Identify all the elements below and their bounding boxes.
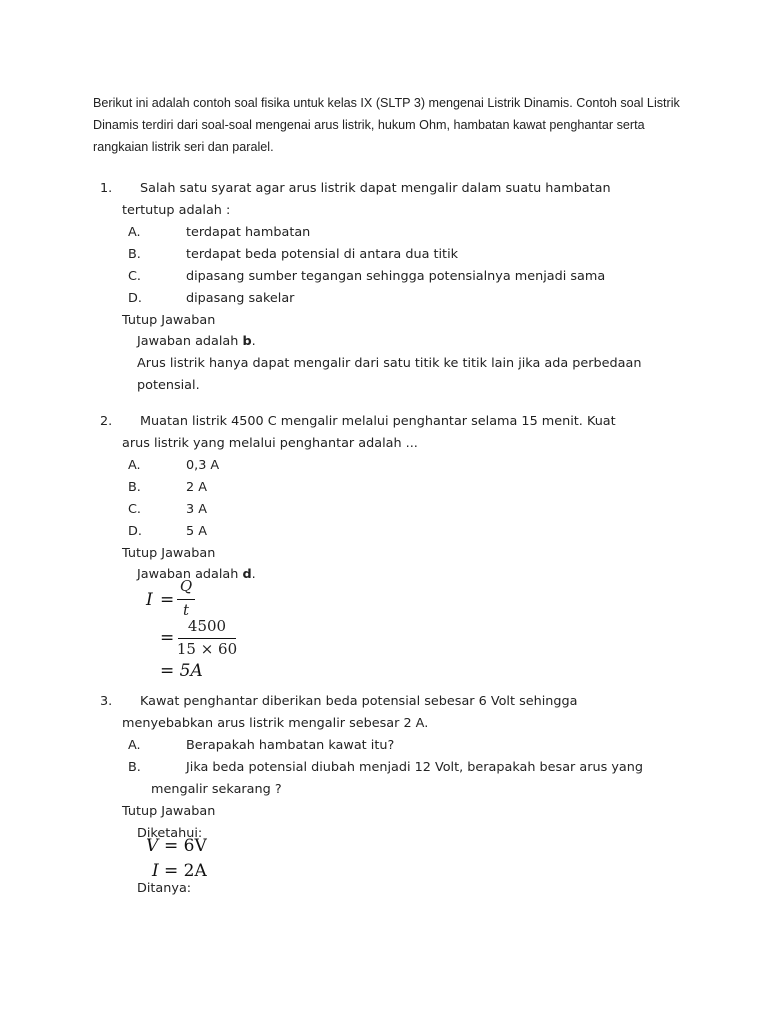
question-stem: Salah satu syarat agar arus listrik dapat mengalir dalam suatu hambatan: [140, 181, 611, 196]
answer-line: Jawaban adalah d.: [137, 567, 256, 582]
option-letter: B.: [128, 480, 141, 495]
option-text: dipasang sakelar: [186, 291, 295, 306]
asked-label: Ditanya:: [137, 881, 192, 896]
explanation: Arus listrik hanya dapat mengalir dari satu titik ke titik lain jika ada perbedaan: [137, 356, 642, 371]
formula-equals: =: [160, 590, 175, 610]
formula-equals: =: [160, 628, 175, 648]
intro-paragraph: Berikut ini adalah contoh soal fisika untuk kelas IX (SLTP 3) mengenai Listrik Dinamis. Contoh soal Listrik Dinamis terdiri dari soal-soal mengenai arus listrik, hukum Ohm, hambatan kawat penghantar serta rangkaian listrik seri dan paralel.: [93, 96, 680, 154]
option-text: Berapakah hambatan kawat itu?: [186, 738, 395, 753]
question-stem-cont: arus listrik yang melalui penghantar adalah ...: [122, 436, 418, 451]
known-var: I: [152, 861, 159, 881]
option-letter: A.: [128, 738, 141, 753]
option-text-cont: mengalir sekarang ?: [151, 782, 282, 797]
known-var: V: [146, 836, 159, 856]
question-number: 3.: [100, 694, 113, 709]
question-number: 2.: [100, 414, 113, 429]
option-text: terdapat beda potensial di antara dua titik: [186, 247, 459, 262]
option-letter: A.: [128, 225, 141, 240]
known-label: Diketahui:: [137, 826, 203, 841]
option-letter: C.: [128, 502, 142, 517]
fraction-bar: [178, 638, 236, 639]
fraction-numerator: 4500: [187, 617, 227, 635]
toggle-answer-link[interactable]: Tutup Jawaban: [122, 546, 216, 561]
formula-result: = 5A: [160, 661, 203, 681]
question-stem-cont: menyebabkan arus listrik mengalir sebesar 2 A.: [122, 716, 429, 731]
toggle-answer-link[interactable]: Tutup Jawaban: [122, 804, 216, 819]
question-stem: Kawat penghantar diberikan beda potensial sebesar 6 Volt sehingga: [140, 694, 578, 709]
fraction-bar: [177, 599, 195, 600]
fraction-denominator: t: [182, 601, 190, 619]
fraction-denominator: 15 × 60: [176, 640, 238, 658]
option-text: terdapat hambatan: [186, 225, 311, 240]
option-text: Jika beda potensial diubah menjadi 12 Volt, berapakah besar arus yang: [186, 760, 643, 775]
question-stem: Muatan listrik 4500 C mengalir melalui penghantar selama 15 menit. Kuat: [140, 414, 616, 429]
question-stem-cont: tertutup adalah :: [122, 203, 231, 218]
option-letter: C.: [128, 269, 142, 284]
known-value: = 2A: [164, 861, 207, 881]
option-letter: B.: [128, 760, 141, 775]
option-letter: A.: [128, 458, 141, 473]
option-text: 0,3 A: [186, 458, 220, 473]
option-text: 3 A: [186, 502, 207, 517]
option-text: 5 A: [186, 524, 207, 539]
explanation-cont: potensial.: [137, 378, 200, 393]
toggle-answer-link[interactable]: Tutup Jawaban: [122, 313, 216, 328]
known-value: = 6V: [164, 836, 207, 856]
question-number: 1.: [100, 181, 113, 196]
option-letter: D.: [128, 524, 142, 539]
option-letter: B.: [128, 247, 141, 262]
option-text: 2 A: [186, 480, 207, 495]
answer-line: Jawaban adalah b.: [137, 334, 256, 349]
option-letter: D.: [128, 291, 142, 306]
fraction-numerator: Q: [179, 577, 193, 595]
formula-lhs: I: [146, 590, 153, 610]
option-text: dipasang sumber tegangan sehingga potensialnya menjadi sama: [186, 269, 606, 284]
